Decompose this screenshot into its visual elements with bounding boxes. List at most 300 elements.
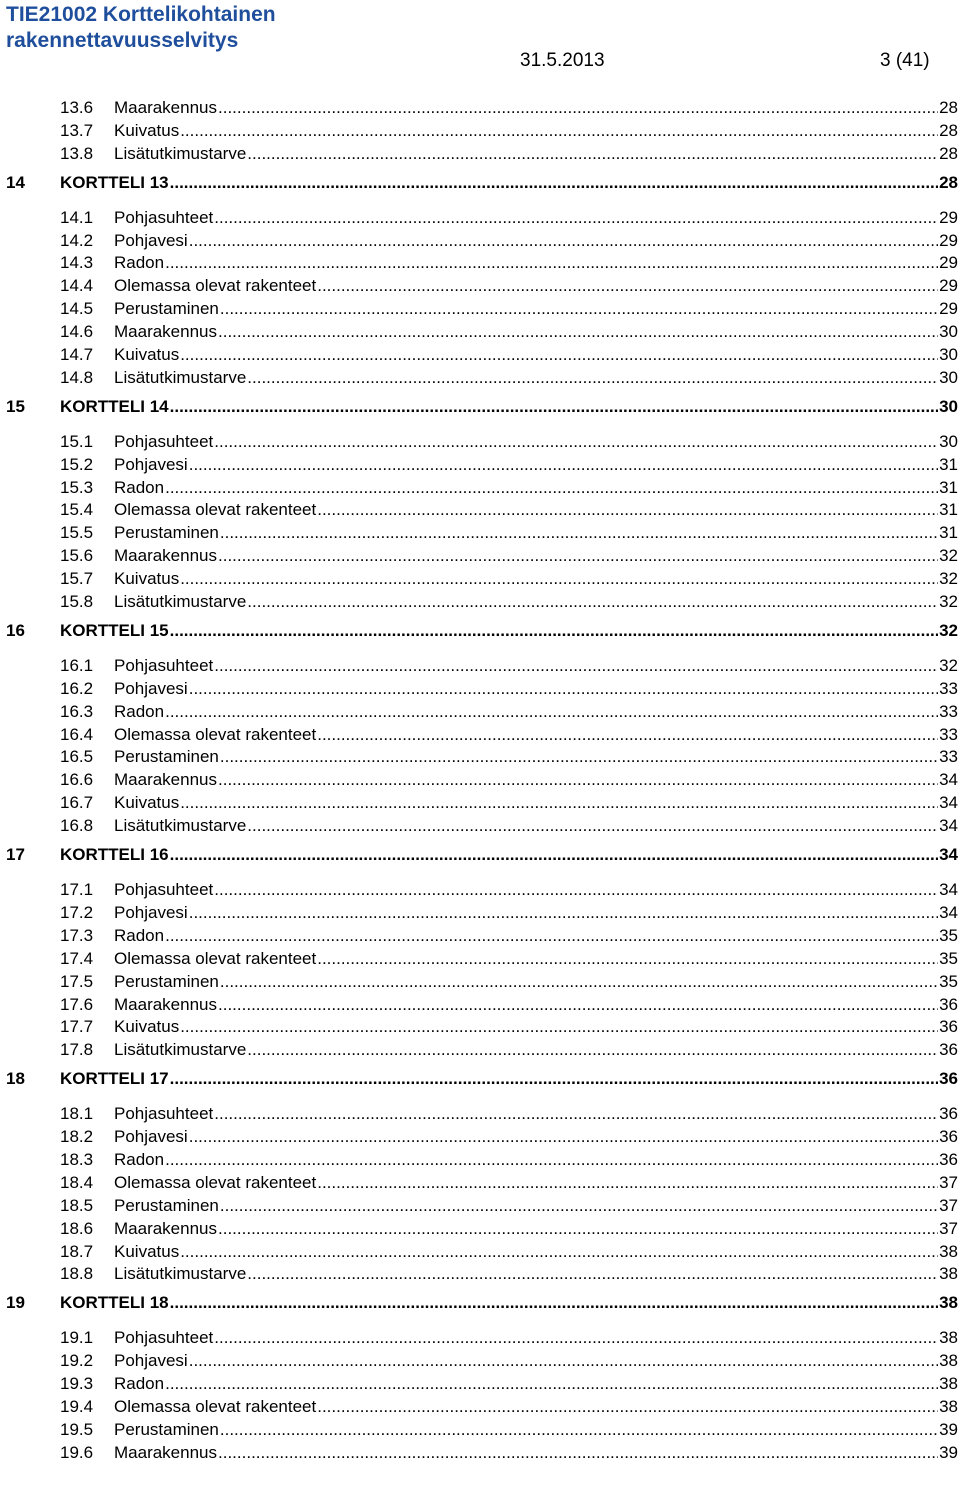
toc-entry-page: 38 — [939, 1293, 958, 1313]
toc-entry-title: Lisätutkimustarve — [114, 143, 247, 163]
toc-entry-line — [60, 1068, 958, 1091]
toc-entry-title: KORTTELI 15 — [60, 620, 169, 640]
toc-section-entry[interactable] — [0, 1327, 960, 1350]
toc-entry-line — [114, 1218, 958, 1241]
toc-entry-number: 15.5 — [60, 523, 94, 543]
toc-entry-page: 39 — [939, 1442, 958, 1462]
toc-section-entry[interactable] — [0, 367, 960, 390]
toc-entry-line — [114, 1103, 958, 1126]
toc-chapter-entry[interactable] — [0, 396, 960, 420]
toc-entry-line — [60, 844, 958, 867]
toc-entry-title: Maarakennus — [114, 994, 218, 1014]
toc-dot-leader — [220, 746, 938, 769]
toc-entry-title: Maarakennus — [114, 1218, 218, 1238]
toc-entry-line — [114, 902, 958, 925]
toc-entry-line — [114, 344, 958, 367]
toc-entry-number: 16 — [6, 620, 25, 640]
toc-dot-leader — [247, 143, 938, 166]
toc-entry-number: 14.7 — [60, 345, 94, 365]
toc-dot-leader — [189, 1350, 938, 1373]
toc-entry-number: 14.3 — [60, 253, 94, 273]
toc-entry-page: 29 — [939, 207, 958, 227]
toc-entry-number: 17.7 — [60, 1017, 94, 1037]
toc-entry-line — [114, 769, 958, 792]
toc-entry-number: 17.8 — [60, 1040, 94, 1060]
toc-entry-line — [114, 1195, 958, 1218]
toc-entry-line — [114, 1263, 958, 1286]
toc-section-entry[interactable] — [0, 1195, 960, 1218]
toc-section-entry[interactable] — [0, 971, 960, 994]
page-number: 3 (41) — [880, 50, 930, 71]
toc-entry-title: Radon — [114, 253, 165, 273]
toc-dot-leader — [220, 522, 938, 545]
toc-dot-leader — [165, 477, 938, 500]
toc-entry-page: 36 — [939, 1149, 958, 1169]
toc-dot-leader — [189, 678, 938, 701]
toc-entry-number: 19.4 — [60, 1396, 94, 1416]
toc-entry-page: 31 — [939, 523, 958, 543]
toc-entry-title: Maarakennus — [114, 770, 218, 790]
toc-dot-leader — [165, 252, 938, 275]
toc-entry-line — [114, 298, 958, 321]
toc-entry-number: 14.6 — [60, 322, 94, 342]
toc-entry-page: 34 — [939, 793, 958, 813]
toc-section-entry[interactable] — [0, 568, 960, 591]
toc-entry-line — [114, 252, 958, 275]
toc-dot-leader — [214, 879, 938, 902]
toc-section-entry[interactable] — [0, 344, 960, 367]
toc-entry-title: Radon — [114, 701, 165, 721]
toc-entry-line — [114, 120, 958, 143]
toc-section-entry[interactable] — [0, 1016, 960, 1039]
toc-section-entry[interactable] — [0, 902, 960, 925]
toc-section-entry[interactable] — [0, 1419, 960, 1442]
toc-entry-line — [114, 568, 958, 591]
toc-entry-number: 16.6 — [60, 770, 94, 790]
toc-dot-leader — [189, 454, 938, 477]
toc-entry-page: 37 — [939, 1195, 958, 1215]
toc-entry-number: 14.1 — [60, 207, 94, 227]
toc-section-entry[interactable] — [0, 454, 960, 477]
toc-entry-number: 17 — [6, 845, 25, 865]
toc-entry-title: Perustaminen — [114, 971, 219, 991]
toc-entry-title: Pohjasuhteet — [114, 431, 214, 451]
toc-entry-line — [114, 701, 958, 724]
toc-entry-number: 18.4 — [60, 1172, 94, 1192]
toc-section-entry[interactable] — [0, 1149, 960, 1172]
toc-dot-leader — [247, 815, 938, 838]
toc-dot-leader — [214, 1103, 938, 1126]
toc-dot-leader — [218, 1442, 938, 1465]
toc-dot-leader — [180, 1241, 938, 1264]
toc-section-entry[interactable] — [0, 1126, 960, 1149]
toc-entry-page: 36 — [939, 1017, 958, 1037]
toc-entry-title: Maarakennus — [114, 546, 218, 566]
toc-section-entry[interactable] — [0, 769, 960, 792]
toc-entry-page: 36 — [939, 994, 958, 1014]
toc-dot-leader — [220, 971, 938, 994]
toc-dot-leader — [170, 172, 938, 195]
toc-chapter-entry[interactable] — [0, 172, 960, 196]
toc-dot-leader — [170, 396, 938, 419]
toc-section-entry[interactable] — [0, 545, 960, 568]
toc-section-entry[interactable] — [0, 746, 960, 769]
toc-entry-line — [114, 1016, 958, 1039]
toc-dot-leader — [317, 724, 938, 747]
toc-entry-line — [114, 454, 958, 477]
toc-entry-title: Kuivatus — [114, 1241, 180, 1261]
toc-chapter-entry[interactable] — [0, 620, 960, 644]
toc-entry-number: 14 — [6, 172, 25, 192]
toc-entry-page: 28 — [939, 143, 958, 163]
toc-section-entry[interactable] — [0, 499, 960, 522]
toc-entry-line — [114, 545, 958, 568]
toc-section-entry[interactable] — [0, 207, 960, 230]
toc-entry-title: Lisätutkimustarve — [114, 592, 247, 612]
toc-entry-page: 30 — [939, 345, 958, 365]
toc-entry-page: 32 — [939, 620, 958, 640]
toc-entry-line — [114, 477, 958, 500]
toc-dot-leader — [317, 275, 938, 298]
toc-entry-number: 16.8 — [60, 816, 94, 836]
toc-entry-number: 16.2 — [60, 678, 94, 698]
toc-entry-title: Perustaminen — [114, 523, 219, 543]
toc-section-entry[interactable] — [0, 298, 960, 321]
toc-section-entry[interactable] — [0, 655, 960, 678]
toc-entry-line — [114, 321, 958, 344]
toc-section-entry[interactable] — [0, 97, 960, 120]
toc-entry-line — [60, 620, 958, 643]
toc-entry-line — [114, 1241, 958, 1264]
toc-entry-number: 14.8 — [60, 367, 94, 387]
toc-dot-leader — [317, 1172, 938, 1195]
toc-entry-number: 15.3 — [60, 477, 94, 497]
toc-entry-line — [60, 396, 958, 419]
toc-entry-title: Olemassa olevat rakenteet — [114, 1172, 317, 1192]
toc-entry-title: Perustaminen — [114, 747, 219, 767]
toc-entry-number: 19.3 — [60, 1374, 94, 1394]
toc-dot-leader — [317, 1396, 938, 1419]
toc-section-entry[interactable] — [0, 724, 960, 747]
toc-dot-leader — [317, 499, 938, 522]
toc-entry-line — [114, 1172, 958, 1195]
toc-entry-page: 28 — [939, 120, 958, 140]
toc-section-entry[interactable] — [0, 1442, 960, 1465]
toc-dot-leader — [170, 1068, 938, 1091]
toc-entry-title: KORTTELI 13 — [60, 172, 169, 192]
toc-entry-line — [114, 591, 958, 614]
toc-entry-title: Pohjasuhteet — [114, 1328, 214, 1348]
toc-entry-number: 17.6 — [60, 994, 94, 1014]
toc-entry-page: 33 — [939, 701, 958, 721]
toc-entry-title: Maarakennus — [114, 322, 218, 342]
toc-section-entry[interactable] — [0, 1373, 960, 1396]
toc-entry-line — [114, 1396, 958, 1419]
toc-entry-line — [114, 925, 958, 948]
toc-entry-number: 18.1 — [60, 1104, 94, 1124]
toc-entry-page: 38 — [939, 1374, 958, 1394]
toc-dot-leader — [165, 925, 938, 948]
toc-entry-title: Kuivatus — [114, 120, 180, 140]
toc-dot-leader — [170, 1292, 938, 1315]
toc-dot-leader — [247, 367, 938, 390]
toc-entry-line — [114, 1126, 958, 1149]
toc-entry-number: 19.5 — [60, 1419, 94, 1439]
toc-entry-line — [114, 1039, 958, 1062]
toc-entry-page: 34 — [939, 902, 958, 922]
toc-section-entry[interactable] — [0, 230, 960, 253]
toc-entry-number: 13.7 — [60, 120, 94, 140]
toc-section-entry[interactable] — [0, 1103, 960, 1126]
toc-entry-title: Olemassa olevat rakenteet — [114, 1396, 317, 1416]
toc-entry-number: 16.5 — [60, 747, 94, 767]
toc-entry-number: 19 — [6, 1293, 25, 1313]
toc-section-entry[interactable] — [0, 1350, 960, 1373]
toc-section-entry[interactable] — [0, 815, 960, 838]
toc-entry-number: 15 — [6, 396, 25, 416]
toc-entry-number: 17.3 — [60, 925, 94, 945]
toc-entry-title: Pohjavesi — [114, 454, 188, 474]
toc-entry-number: 17.4 — [60, 948, 94, 968]
toc-section-entry[interactable] — [0, 1172, 960, 1195]
toc-entry-line — [114, 230, 958, 253]
toc-entry-number: 18.3 — [60, 1149, 94, 1169]
toc-entry-number: 18 — [6, 1069, 25, 1089]
toc-entry-page: 38 — [939, 1396, 958, 1416]
toc-dot-leader — [189, 230, 938, 253]
toc-entry-page: 35 — [939, 971, 958, 991]
toc-entry-number: 15.1 — [60, 431, 94, 451]
toc-dot-leader — [247, 1263, 938, 1286]
toc-entry-line — [114, 97, 958, 120]
toc-entry-line — [114, 499, 958, 522]
toc-entry-line — [114, 367, 958, 390]
toc-entry-title: Radon — [114, 1374, 165, 1394]
toc-entry-title: Maarakennus — [114, 98, 218, 117]
toc-entry-page: 37 — [939, 1172, 958, 1192]
toc-entry-title: Kuivatus — [114, 1017, 180, 1037]
toc-entry-page: 34 — [939, 770, 958, 790]
toc-entry-page: 29 — [939, 276, 958, 296]
toc-section-entry[interactable] — [0, 1263, 960, 1286]
table-of-contents — [0, 97, 960, 1465]
toc-entry-page: 36 — [939, 1069, 958, 1089]
toc-entry-number: 15.6 — [60, 546, 94, 566]
toc-entry-line — [114, 655, 958, 678]
toc-entry-title: KORTTELI 14 — [60, 396, 169, 416]
toc-entry-line — [114, 724, 958, 747]
toc-entry-line — [114, 971, 958, 994]
toc-entry-line — [114, 1419, 958, 1442]
toc-entry-number: 15.8 — [60, 592, 94, 612]
toc-entry-number: 13.6 — [60, 98, 94, 117]
toc-entry-page: 36 — [939, 1104, 958, 1124]
toc-entry-title: Perustaminen — [114, 299, 219, 319]
toc-section-entry[interactable] — [0, 431, 960, 454]
toc-entry-number: 17.5 — [60, 971, 94, 991]
toc-entry-number: 16.3 — [60, 701, 94, 721]
toc-entry-title: Maarakennus — [114, 1442, 218, 1462]
toc-dot-leader — [180, 792, 938, 815]
toc-entry-title: Pohjasuhteet — [114, 655, 214, 675]
toc-dot-leader — [189, 902, 938, 925]
toc-dot-leader — [214, 655, 938, 678]
toc-entry-title: Kuivatus — [114, 569, 180, 589]
toc-entry-line — [114, 1350, 958, 1373]
toc-dot-leader — [165, 1373, 938, 1396]
toc-entry-page: 30 — [939, 431, 958, 451]
toc-entry-title: Radon — [114, 477, 165, 497]
toc-section-entry[interactable] — [0, 522, 960, 545]
toc-entry-page: 36 — [939, 1127, 958, 1147]
toc-entry-page: 29 — [939, 230, 958, 250]
toc-section-entry[interactable] — [0, 1396, 960, 1419]
toc-entry-number: 14.5 — [60, 299, 94, 319]
toc-dot-leader — [180, 568, 938, 591]
toc-entry-page: 33 — [939, 678, 958, 698]
toc-entry-number: 19.6 — [60, 1442, 94, 1462]
toc-entry-page: 30 — [939, 367, 958, 387]
toc-entry-page: 35 — [939, 925, 958, 945]
toc-entry-title: Pohjasuhteet — [114, 1104, 214, 1124]
toc-entry-line — [114, 143, 958, 166]
toc-entry-title: Olemassa olevat rakenteet — [114, 276, 317, 296]
document-title-line-1: TIE21002 Korttelikohtainen — [6, 3, 276, 26]
toc-section-entry[interactable] — [0, 275, 960, 298]
toc-entry-page: 37 — [939, 1218, 958, 1238]
toc-entry-title: Pohjavesi — [114, 902, 188, 922]
toc-entry-title: Pohjavesi — [114, 678, 188, 698]
toc-entry-number: 16.4 — [60, 724, 94, 744]
toc-section-entry[interactable] — [0, 948, 960, 971]
toc-section-entry[interactable] — [0, 994, 960, 1017]
toc-entry-page: 38 — [939, 1328, 958, 1348]
toc-entry-title: Radon — [114, 925, 165, 945]
toc-entry-title: Radon — [114, 1149, 165, 1169]
toc-entry-line — [114, 275, 958, 298]
toc-entry-title: Kuivatus — [114, 793, 180, 813]
toc-dot-leader — [214, 1327, 938, 1350]
toc-entry-number: 16.1 — [60, 655, 94, 675]
toc-entry-number: 18.8 — [60, 1264, 94, 1284]
toc-entry-page: 30 — [939, 396, 958, 416]
toc-section-entry[interactable] — [0, 477, 960, 500]
toc-entry-page: 32 — [939, 592, 958, 612]
toc-chapter-entry[interactable] — [0, 1292, 960, 1316]
toc-entry-title: Perustaminen — [114, 1195, 219, 1215]
toc-entry-page: 38 — [939, 1264, 958, 1284]
toc-section-entry[interactable] — [0, 591, 960, 614]
toc-entry-number: 17.2 — [60, 902, 94, 922]
toc-section-entry[interactable] — [0, 120, 960, 143]
toc-dot-leader — [170, 620, 938, 643]
toc-entry-title: Pohjasuhteet — [114, 880, 214, 900]
toc-entry-page: 32 — [939, 546, 958, 566]
toc-entry-page: 32 — [939, 569, 958, 589]
toc-entry-page: 34 — [939, 880, 958, 900]
toc-section-entry[interactable] — [0, 925, 960, 948]
toc-entry-title: Olemassa olevat rakenteet — [114, 948, 317, 968]
toc-section-entry[interactable] — [0, 1039, 960, 1062]
toc-entry-title: Olemassa olevat rakenteet — [114, 724, 317, 744]
toc-chapter-entry[interactable] — [0, 1068, 960, 1092]
toc-section-entry[interactable] — [0, 701, 960, 724]
toc-dot-leader — [214, 431, 938, 454]
toc-dot-leader — [180, 120, 938, 143]
document-date: 31.5.2013 — [520, 50, 605, 71]
toc-entry-page: 28 — [939, 98, 958, 117]
toc-entry-number: 16.7 — [60, 793, 94, 813]
toc-entry-page: 38 — [939, 1241, 958, 1261]
toc-entry-title: Pohjasuhteet — [114, 207, 214, 227]
toc-entry-title: Pohjavesi — [114, 230, 188, 250]
toc-entry-page: 33 — [939, 747, 958, 767]
toc-entry-page: 29 — [939, 299, 958, 319]
toc-dot-leader — [218, 769, 938, 792]
toc-entry-title: Lisätutkimustarve — [114, 367, 247, 387]
toc-entry-line — [60, 172, 958, 195]
toc-entry-line — [114, 207, 958, 230]
toc-entry-line — [114, 792, 958, 815]
toc-section-entry[interactable] — [0, 143, 960, 166]
page-header — [0, 0, 960, 80]
toc-section-entry[interactable] — [0, 678, 960, 701]
toc-entry-page: 33 — [939, 724, 958, 744]
toc-entry-page: 39 — [939, 1419, 958, 1439]
toc-entry-number: 15.7 — [60, 569, 94, 589]
toc-entry-line — [114, 431, 958, 454]
toc-entry-title: Pohjavesi — [114, 1351, 188, 1371]
toc-entry-title: Lisätutkimustarve — [114, 1040, 247, 1060]
toc-section-entry[interactable] — [0, 1218, 960, 1241]
toc-entry-line — [114, 522, 958, 545]
toc-entry-number: 19.2 — [60, 1351, 94, 1371]
toc-entry-number: 19.1 — [60, 1328, 94, 1348]
toc-chapter-entry[interactable] — [0, 844, 960, 868]
toc-entry-page: 31 — [939, 500, 958, 520]
toc-section-entry[interactable] — [0, 792, 960, 815]
toc-entry-line — [114, 879, 958, 902]
toc-entry-page: 36 — [939, 1040, 958, 1060]
toc-entry-line — [114, 746, 958, 769]
toc-entry-page: 38 — [939, 1351, 958, 1371]
toc-entry-title: KORTTELI 16 — [60, 845, 169, 865]
toc-entry-title: Lisätutkimustarve — [114, 1264, 247, 1284]
toc-dot-leader — [218, 994, 938, 1017]
toc-entry-title: Olemassa olevat rakenteet — [114, 500, 317, 520]
toc-dot-leader — [165, 1149, 938, 1172]
toc-section-entry[interactable] — [0, 879, 960, 902]
toc-entry-title: Lisätutkimustarve — [114, 816, 247, 836]
toc-section-entry[interactable] — [0, 252, 960, 275]
toc-section-entry[interactable] — [0, 321, 960, 344]
toc-dot-leader — [214, 207, 938, 230]
toc-entry-title: Perustaminen — [114, 1419, 219, 1439]
toc-entry-page: 30 — [939, 322, 958, 342]
toc-dot-leader — [218, 1218, 938, 1241]
toc-section-entry[interactable] — [0, 1241, 960, 1264]
toc-entry-number: 18.6 — [60, 1218, 94, 1238]
toc-dot-leader — [218, 545, 938, 568]
toc-entry-number: 18.5 — [60, 1195, 94, 1215]
toc-entry-line — [114, 1373, 958, 1396]
toc-entry-number: 14.2 — [60, 230, 94, 250]
toc-entry-page: 31 — [939, 477, 958, 497]
toc-entry-page: 32 — [939, 655, 958, 675]
toc-dot-leader — [220, 298, 938, 321]
toc-entry-page: 31 — [939, 454, 958, 474]
toc-entry-page: 28 — [939, 172, 958, 192]
